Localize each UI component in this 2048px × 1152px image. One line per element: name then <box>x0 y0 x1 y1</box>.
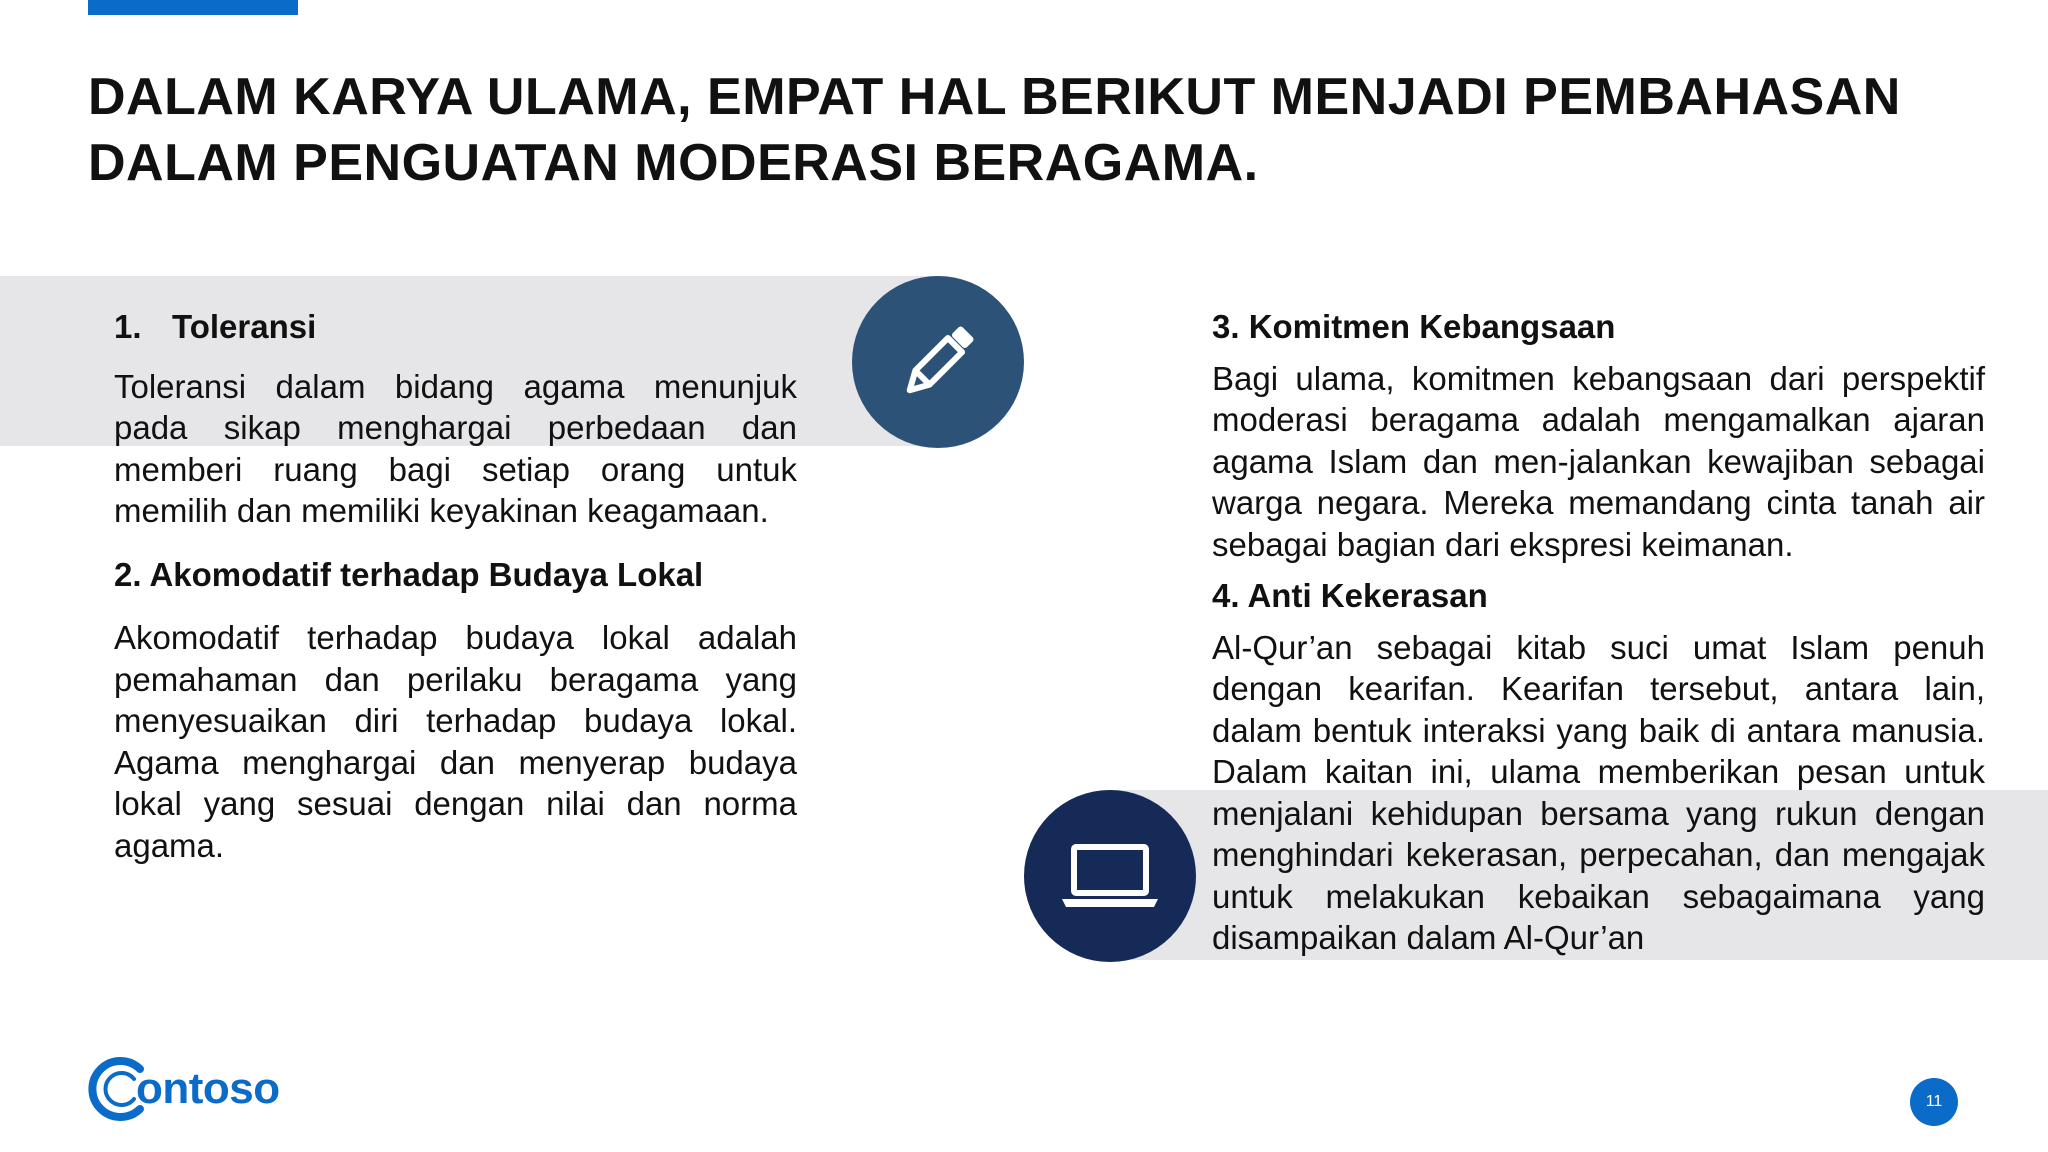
section-3-body: Bagi ulama, komitmen kebangsaan dari perspektif moderasi beragama adalah mengamalkan ajaran agama Islam dan men-jalankan kewajiban sebagai warga negara. Mereka memandang cinta tanah air sebagai bagian dari ekspresi keimanan. <box>1212 359 1985 563</box>
section-1-title: Toleransi <box>172 308 317 345</box>
slide-title-line-2: DALAM PENGUATAN MODERASI BERAGAMA. <box>88 134 1259 192</box>
pencil-badge <box>852 276 1024 448</box>
page-number-badge: 11 <box>1910 1078 1958 1126</box>
top-accent-bar <box>88 0 298 15</box>
section-1-number: 1. <box>114 308 142 345</box>
slide-title <box>88 64 1988 196</box>
slide-title-line-1: DALAM KARYA ULAMA, EMPAT HAL BERIKUT MENJADI PEMBAHASAN <box>88 68 1901 126</box>
pencil-icon <box>890 314 986 410</box>
section-2-heading: 2. Akomodatif terhadap Budaya Lokal <box>114 555 704 593</box>
left-column <box>114 306 797 866</box>
section-4-heading: 4. Anti Kekerasan <box>1212 577 1488 614</box>
logo-wordmark: ontoso <box>136 1064 280 1113</box>
section-2-body: Akomodatif terhadap budaya lokal adalah pemahaman dan perilaku beragama yang menyesuaikan diri terhadap budaya lokal. Agama menghargai dan menyerap budaya lokal yang sesuai dengan nilai dan norma agama. <box>114 619 797 864</box>
right-column <box>1212 306 1985 959</box>
laptop-badge <box>1024 790 1196 962</box>
section-4-body: Al-Qur’an sebagai kitab suci umat Islam penuh dengan kearifan. Kearifan tersebut, antara lain, dalam bentuk interaksi yang baik di antara manusia. Dalam kaitan ini, ulama memberikan pesan untuk menjalani kehidupan bersama yang rukun dengan menghindari kekerasan, perpecahan, dan mengajak untuk melakukan kebaikan sebagaimana yang disampaikan dalam Al-Qur’an <box>1212 628 1985 956</box>
section-3-heading: 3. Komitmen Kebangsaan <box>1212 308 1616 345</box>
contoso-logo <box>84 1054 280 1124</box>
laptop-icon <box>1060 841 1160 911</box>
section-1-heading <box>114 306 797 348</box>
section-1-body: Toleransi dalam bidang agama menunjuk pada sikap menghargai perbedaan dan memberi ruang bagi setiap orang untuk memilih dan memiliki keyakinan keagamaan. <box>114 367 797 529</box>
